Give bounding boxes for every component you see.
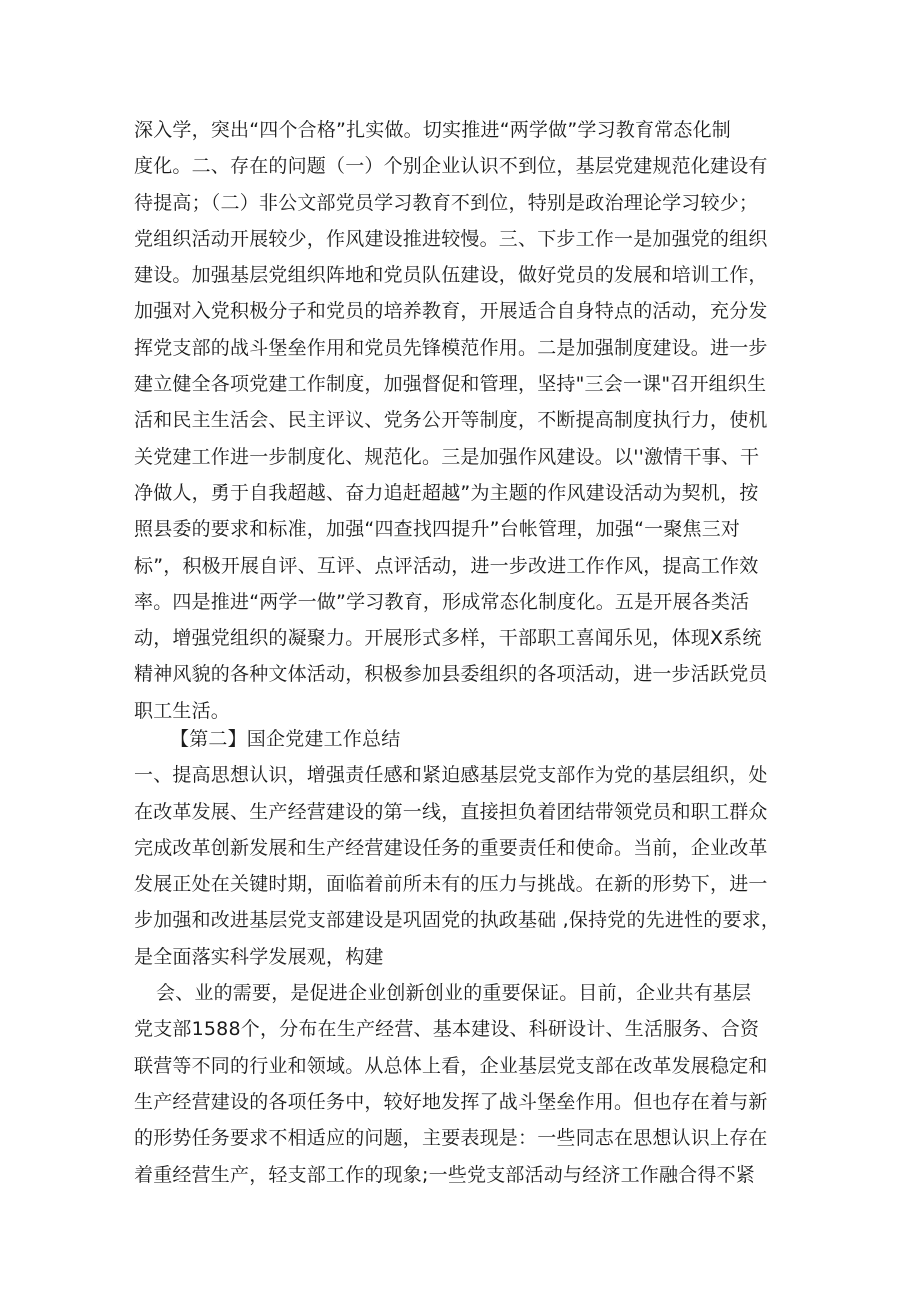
text-line: 加强对入党积极分子和党员的培养教育，开展适合自身特点的活动，充分发: [134, 300, 768, 323]
section-heading: 【第二】国企党建工作总结: [170, 728, 401, 750]
text-line: 待提高；（二）非公文部党员学习教育不到位，特别是政治理论学习较少；: [134, 191, 759, 214]
text-line: 建设。加强基层党组织阵地和党员队伍建设，做好党员的发展和培训工作，: [134, 264, 768, 287]
section-one-paragraph: [134, 112, 794, 729]
text-line: 生产经营建设的各项任务中，较好地发挥了战斗堡垒作用。但也存在着与新: [134, 1090, 768, 1113]
text-line: 净做人，勇于自我超越、奋力追赶超越”为主题的作风建设活动为契机，按: [134, 481, 759, 504]
text-line: 职工生活。: [134, 699, 231, 722]
text-line: 标”，积极开展自评、互评、点评活动，进一步改进工作作风，提高工作效: [134, 554, 759, 577]
text-line: 活和民主生活会、民主评议、党务公开等制度，不断提高制度执行力，使机: [134, 409, 768, 432]
text-line: 着重经营生产，轻支部工作的现象;一些党支部活动与经济工作融合得不紧: [134, 1163, 756, 1186]
text-line: 在改革发展、生产经营建设的第一线，直接担负着团结带领党员和职工群众: [134, 800, 768, 823]
text-line: 照县委的要求和标准，加强“四查找四提升”台帐管理，加强“一聚焦三对: [134, 518, 741, 541]
text-line: 建立健全各项党建工作制度，加强督促和管理，坚持"三会一课"召开组织生: [134, 373, 767, 396]
text-line: 发展正处在关键时期，面临着前所未有的压力与挑战。在新的形势下，进一: [134, 873, 768, 896]
text-line: 深入学，突出“四个合格”扎实做。切实推进“两学做”学习教育常态化制: [134, 119, 731, 141]
text-line: 联营等不同的行业和领域。从总体上看，企业基层党支部在改革发展稳定和: [134, 1054, 768, 1077]
text-line: 党组织活动开展较少，作风建设推进较慢。三、下步工作一是加强党的组织: [134, 227, 768, 250]
text-line: 动，增强党组织的凝聚力。开展形式多样，干部职工喜闻乐见，体现X系统: [134, 627, 762, 650]
text-line: 精神风貌的各种文体活动，积极参加县委组织的各项活动，进一步活跃党员: [134, 663, 768, 686]
text-line: 完成改革创新发展和生产经营建设任务的重要责任和使命。当前，企业改革: [134, 836, 768, 859]
section-two: [134, 721, 794, 1193]
text-line: 步加强和改进基层党支部建设是巩固党的执政基础 ,保持党的先进性的要求，: [134, 909, 781, 932]
text-line-indented: 会、业的需要，是促进企业创新创业的重要保证。目前，企业共有基层: [156, 982, 752, 1005]
text-line: 一、提高思想认识，增强责任感和紧迫感基层党支部作为党的基层组织，处: [134, 764, 768, 787]
text-line: 挥党支部的战斗堡垒作用和党员先锋模范作用。二是加强制度建设。进一步: [134, 336, 768, 359]
text-line: 关党建工作进一步制度化、规范化。三是加强作风建设。以''激情干事、干: [134, 445, 760, 468]
text-line: 的形势任务要求不相适应的问题，主要表现是：一些同志在思想认识上存在: [134, 1127, 768, 1150]
text-line: 是全面落实科学发展观，构建: [134, 945, 384, 968]
text-line: 率。四是推进“两学一做”学习教育，形成常态化制度化。五是开展各类活: [134, 590, 750, 613]
text-line: 度化。二、存在的问题（一）个别企业认识不到位，基层党建规范化建设有: [134, 155, 768, 178]
text-line: 党支部1588个，分布在生产经营、基本建设、科研设计、生活服务、合资: [134, 1018, 760, 1041]
